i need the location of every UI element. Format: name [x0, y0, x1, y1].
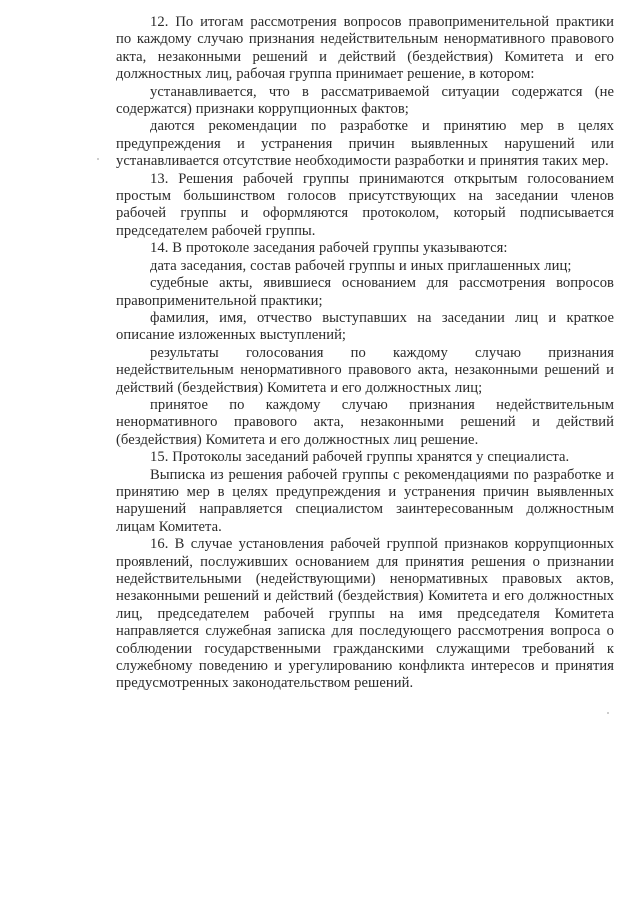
paragraph-14: 14. В протоколе заседания рабочей группы указываются: — [150, 240, 508, 257]
paragraph-12-item-signs: устанавливается, что в рассматриваемой ситуации содержатся (не содержатся) признаки коррупционных фактов; — [116, 83, 614, 118]
paragraph-15: 15. Протоколы заседаний рабочей группы хранятся у специалиста. — [150, 449, 570, 466]
document-page — [116, 14, 614, 693]
paragraph-14-item-voting: результаты голосования по каждому случаю признания недействительным ненормативного правового акта, незаконными решений и действий (бездействия) Комитета и его должностных лиц; — [116, 344, 614, 396]
paragraph-12-item-recommendations: даются рекомендации по разработке и принятию мер в целях предупреждения и устранения причин выявленных нарушений или устанавливается отсутствие необходимости разработки и принятия таких мер. — [116, 118, 614, 170]
paragraph-16: 16. В случае установления рабочей группой признаков коррупционных проявлений, послуживших основанием для принятия решения о признании недействительными (недействующими) ненормативных правовых актов, незаконными решений и действий (бездействия) Комитета и его должностных лиц, председателем рабочей группы на имя председателя Комитета направляется служебная записка для последующего рассмотрения вопроса о соблюдении государственными гражданскими служащими требований к служебному поведению и урегулированию конфликта интересов и принятия предусмотренных законодательством решений. — [116, 536, 614, 692]
paragraph-12: 12. По итогам рассмотрения вопросов правоприменительной практики по каждому случаю признания недействительным ненормативного правового акта, незаконными решений и действий (бездействия) Комитета и его должностных лиц, рабочая группа принимает решение, в котором: — [116, 14, 614, 83]
paragraph-15-extract: Выписка из решения рабочей группы с рекомендациями по разработке и принятию мер в целях предупреждения и устранения причин выявленных нарушений направляется специалистом заинтересованным должностным лицам Комитета. — [116, 466, 614, 535]
paragraph-14-item-court-acts: судебные акты, явившиеся основанием для рассмотрения вопросов правоприменительной практики; — [116, 275, 614, 309]
paragraph-14-item-date: дата заседания, состав рабочей группы и иных приглашенных лиц; — [150, 257, 572, 274]
paragraph-13: 13. Решения рабочей группы принимаются открытым голосованием простым большинством голосов присутствующих на заседании членов рабочей группы и оформляются протоколом, который подписывается председателем рабочей группы. — [116, 170, 614, 239]
paragraph-14-item-speakers: фамилия, имя, отчество выступавших на заседании лиц и краткое описание изложенных выступлений; — [116, 309, 614, 344]
scan-speck — [97, 158, 99, 160]
paragraph-14-item-decision: принятое по каждому случаю признания недействительным ненормативного правового акта, незаконными решений и действий (бездействия) Комитета и его должностных лиц решение. — [116, 396, 614, 448]
scan-speck — [607, 712, 609, 714]
